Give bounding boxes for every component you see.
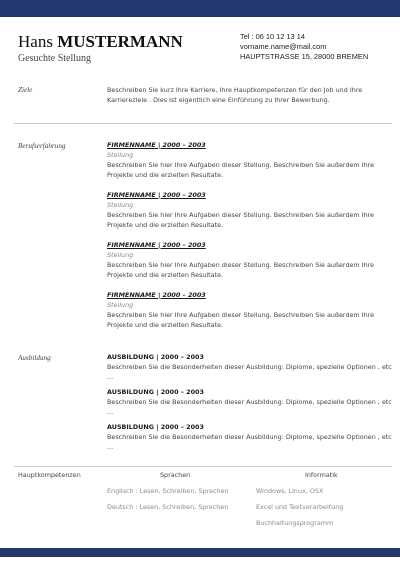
it-skill: Buchhaltungsprogramm [256, 519, 334, 527]
language-skill: Deutsch : Lesen, Schreiben, Sprechen [107, 503, 229, 511]
education-entry [107, 422, 392, 452]
section-label-education: Ausbildung [18, 354, 51, 362]
job-entry [107, 190, 392, 230]
language-skill: Englisch : Lesen, Schreiben, Sprechen [107, 487, 229, 495]
job-description: Beschreiben Sie hier Ihre Aufgaben dieser Stellung. Beschreiben Sie außerdem Ihre Projekte und die erzielten Resultate. [107, 161, 375, 179]
last-name: MUSTERMANN [57, 32, 183, 51]
bottom-accent-bar [0, 548, 400, 557]
education-description: Beschreiben Sie die Besonderheiten dieser Ausbildung: Diplome, spezielle Optionen , etc ... [107, 398, 392, 416]
job-position: Stellung [107, 151, 134, 159]
job-entry [107, 290, 392, 330]
first-name: Hans [18, 32, 53, 51]
experience-list [107, 140, 392, 340]
job-entry [107, 240, 392, 280]
education-entry [107, 387, 392, 417]
job-description: Beschreiben Sie hier Ihre Aufgaben dieser Stellung. Beschreiben Sie außerdem Ihre Projekte und die erzielten Resultate. [107, 211, 375, 229]
education-description: Beschreiben Sie die Besonderheiten dieser Ausbildung: Diplome, spezielle Optionen , etc ... [107, 433, 392, 451]
full-name [18, 32, 183, 52]
it-skill: Windows, Linux, OSX [256, 487, 324, 495]
job-title: FIRMENNAME | 2000 – 2003 [107, 241, 206, 249]
job-title: FIRMENNAME | 2000 – 2003 [107, 141, 206, 149]
email: vorname.name@mail.com [240, 42, 327, 51]
job-description: Beschreiben Sie hier Ihre Aufgaben dieser Stellung. Beschreiben Sie außerdem Ihre Projekte und die erzielten Resultate. [107, 311, 375, 329]
job-title: FIRMENNAME | 2000 – 2003 [107, 191, 206, 199]
desired-position: Gesuchte Stellung [18, 53, 92, 64]
divider [14, 466, 392, 467]
languages-heading: Sprachen [160, 471, 191, 479]
contact-block [240, 32, 368, 62]
job-title: FIRMENNAME | 2000 – 2003 [107, 291, 206, 299]
address: HAUPTSTRASSE 15, 28000 BREMEN [240, 52, 369, 61]
education-title: AUSBILDUNG | 2000 – 2003 [107, 353, 204, 361]
top-accent-bar [0, 0, 400, 17]
job-position: Stellung [107, 201, 134, 209]
education-title: AUSBILDUNG | 2000 – 2003 [107, 388, 204, 396]
section-label-ziele: Ziele [18, 86, 33, 94]
it-heading: Informatik [305, 471, 338, 479]
section-label-experience: Berufserfahrung [18, 142, 66, 150]
education-entry [107, 352, 392, 382]
job-position: Stellung [107, 251, 134, 259]
job-position: Stellung [107, 301, 134, 309]
education-title: AUSBILDUNG | 2000 – 2003 [107, 423, 204, 431]
education-list [107, 352, 392, 457]
job-entry [107, 140, 392, 180]
phone: Tel : 06 10 12 13 14 [240, 32, 305, 41]
job-description: Beschreiben Sie hier Ihre Aufgaben dieser Stellung. Beschreiben Sie außerdem Ihre Projekte und die erzielten Resultate. [107, 261, 375, 279]
section-label-skills: Hauptkompetenzen [18, 471, 81, 479]
divider [14, 123, 392, 124]
it-skill: Excel und Textverarbeitung [256, 503, 344, 511]
ziele-text: Beschreiben Sie kurz Ihre Karriere, Ihre Hauptkompetenzen für den Job und Ihre Karriereziele . Dies ist eigentlich eine Einführung zu Ihrer Bewerbung. [107, 86, 363, 104]
education-description: Beschreiben Sie die Besonderheiten dieser Ausbildung: Diplome, spezielle Optionen , etc ... [107, 363, 392, 381]
